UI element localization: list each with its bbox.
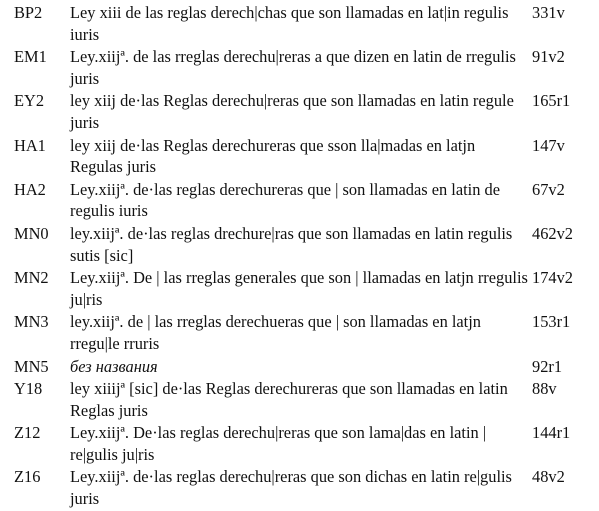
table-row	[14, 422, 573, 466]
siglum-cell: Z16	[14, 467, 41, 487]
title-cell: Ley.xiijª. De·las reglas derechu|reras que son lama|das en latin | re|gulis ju|ris	[70, 423, 487, 464]
folio-cell: 88v	[532, 379, 557, 399]
siglum-cell: MN2	[14, 268, 49, 288]
folio-cell: 153r1	[532, 312, 571, 332]
siglum-cell: EM1	[14, 47, 47, 67]
title-cell: Ley.xiijª. de·las reglas derechu|reras que son dichas en latin re|gulis juris	[70, 467, 512, 509]
manuscript-table	[14, 2, 573, 511]
table-row	[14, 267, 573, 311]
table-row	[14, 356, 573, 379]
title-cell: без названия	[70, 356, 158, 376]
siglum-cell: Z12	[14, 423, 41, 443]
folio-cell: 331v	[532, 3, 565, 22]
title-cell: Ley.xiijª. de las rreglas derechu|reras a que dizen en latin de rregulis juris	[70, 47, 516, 88]
table-row	[14, 135, 573, 179]
siglum-cell: HA1	[14, 135, 46, 155]
table-row	[14, 311, 573, 355]
title-cell: ley xiiijª [sic] de·las Reglas derechureras que son llamadas en latin Reglas juris	[70, 379, 508, 420]
table-row	[14, 90, 573, 134]
siglum-cell: Y18	[14, 379, 43, 399]
table-row	[14, 466, 573, 510]
folio-cell: 48v2	[532, 467, 565, 487]
table-row	[14, 223, 573, 267]
table-row	[14, 378, 573, 422]
siglum-cell: MN3	[14, 312, 49, 332]
folio-cell: 144r1	[532, 423, 571, 443]
title-cell: ley xiij de·las Reglas derechu|reras que son llamadas en latin regule juris	[70, 91, 514, 132]
title-cell: ley xiij de·las Reglas derechureras que sson lla|madas en latjn Regulas juris	[70, 135, 476, 177]
title-cell: Ley.xiijª. De | las rreglas generales que son | llamadas en latjn rregulis ju|ris	[70, 268, 528, 309]
title-cell: ley.xiijª. de | las rreglas derechueras que | son llamadas en latjn rregu|le rruris	[70, 312, 481, 353]
title-cell: Ley.xiijª. de·las reglas derechureras que | son llamadas en latin de regulis iuris	[70, 179, 500, 221]
title-cell: Ley xiii de las reglas derech|chas que son llamadas en lat|in regulis iuris	[70, 3, 509, 44]
siglum-cell: HA2	[14, 179, 46, 199]
folio-cell: 92r1	[532, 356, 563, 376]
siglum-cell: MN0	[14, 223, 49, 243]
folio-cell: 165r1	[532, 91, 571, 111]
table-row	[14, 2, 573, 46]
folio-cell: 147v	[532, 135, 565, 155]
folio-cell: 462v2	[532, 223, 573, 243]
siglum-cell: MN5	[14, 356, 49, 376]
table-row	[14, 179, 573, 223]
table-row	[14, 46, 573, 90]
manuscript-rows	[14, 2, 573, 511]
siglum-cell: BP2	[14, 3, 43, 22]
title-cell: ley.xiijª. de·las reglas drechure|ras que son llamadas en latin regulis sutis [sic]	[70, 223, 513, 265]
folio-cell: 174v2	[532, 268, 573, 288]
folio-cell: 67v2	[532, 179, 565, 199]
folio-cell: 91v2	[532, 47, 565, 67]
siglum-cell: EY2	[14, 91, 45, 111]
